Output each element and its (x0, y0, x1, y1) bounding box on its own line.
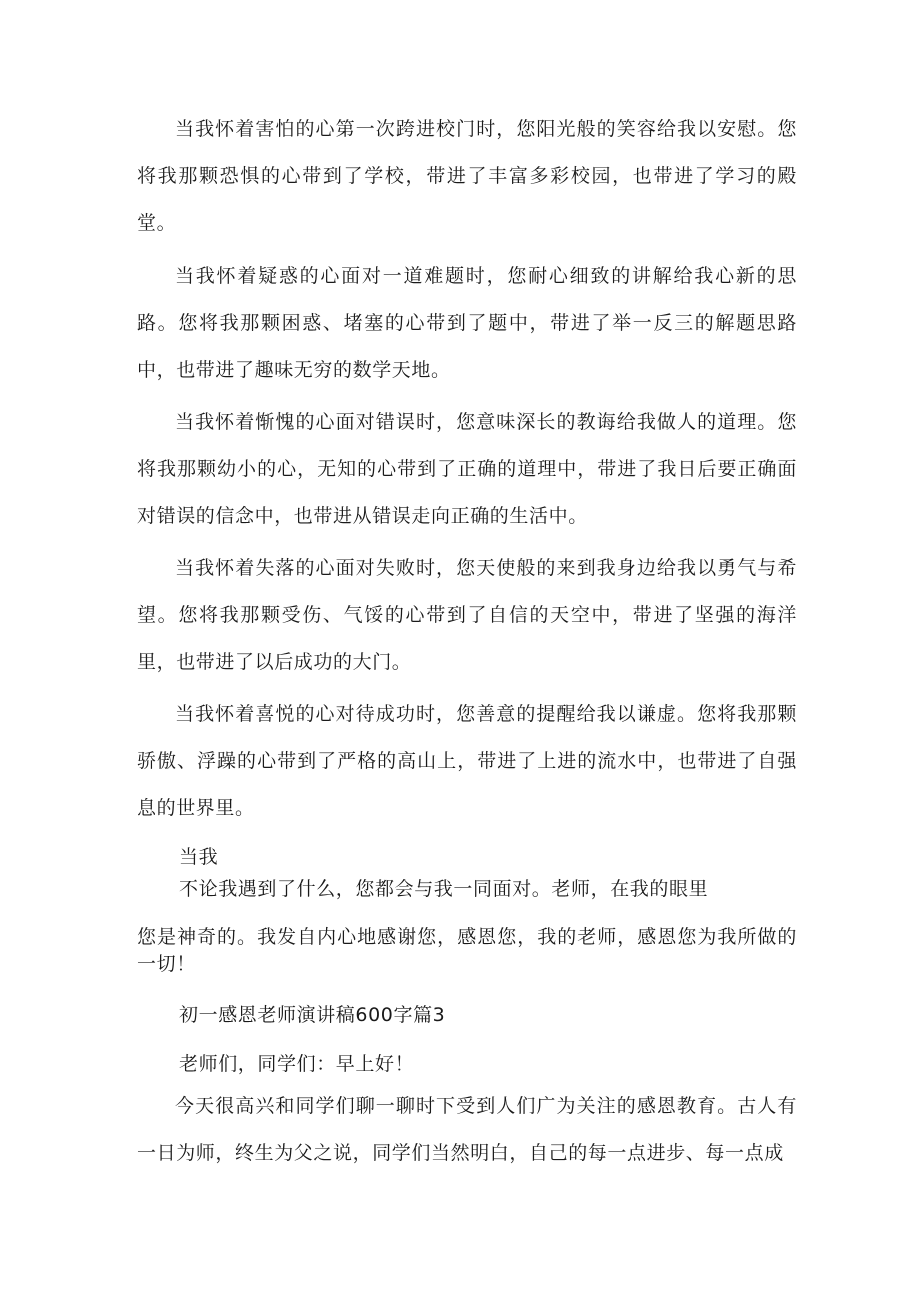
paragraph-3: 当我怀着惭愧的心面对错误时，您意味深长的教诲给我做人的道理。您将我那颗幼小的心，无知的心带到了正确的道理中，带进了我日后要正确面对错误的信念中，也带进从错误走向正确的生活中。 (137, 411, 797, 527)
text-fragment: 不论我遇到了什么，您都会与我一同面对。老师，在我的眼里 (179, 878, 709, 900)
paragraph-1: 当我怀着害怕的心第一次跨进校门时，您阳光般的笑容给我以安慰。您将我那颗恐惧的心带到了学校，带进了丰富多彩校园，也带进了学习的殿堂。 (137, 118, 797, 234)
greeting: 老师们，同学们：早上好！ (179, 1053, 415, 1075)
paragraph-5: 当我怀着喜悦的心对待成功时，您善意的提醒给我以谦虚。您将我那颗骄傲、浮躁的心带到了严格的高山上，带进了上进的流水中，也带进了自强息的世界里。 (137, 703, 797, 819)
paragraph-2: 当我怀着疑惑的心面对一道难题时，您耐心细致的讲解给我心新的思路。您将我那颗困惑、堵塞的心带到了题中，带进了举一反三的解题思路中，也带进了趣味无穷的数学天地。 (137, 265, 797, 381)
section-title: 初一感恩老师演讲稿600字篇3 (179, 1004, 446, 1026)
paragraph-6: 今天很高兴和同学们聊一聊时下受到人们广为关注的感恩教育。古人有一日为师，终生为父之说，同学们当然明白，自己的每一点进步、每一点成 (137, 1095, 797, 1164)
paragraph-4: 当我怀着失落的心面对失败时，您天使般的来到我身边给我以勇气与希望。您将我那颗受伤、气馁的心带到了自信的天空中，带进了坚强的海洋里，也带进了以后成功的大门。 (137, 557, 797, 673)
text-fragment: 当我 (179, 846, 219, 868)
text-fragment: 您是神奇的。我发自内心地感谢您，感恩您，我的老师，感恩您为我所做的一切！ (137, 926, 797, 975)
